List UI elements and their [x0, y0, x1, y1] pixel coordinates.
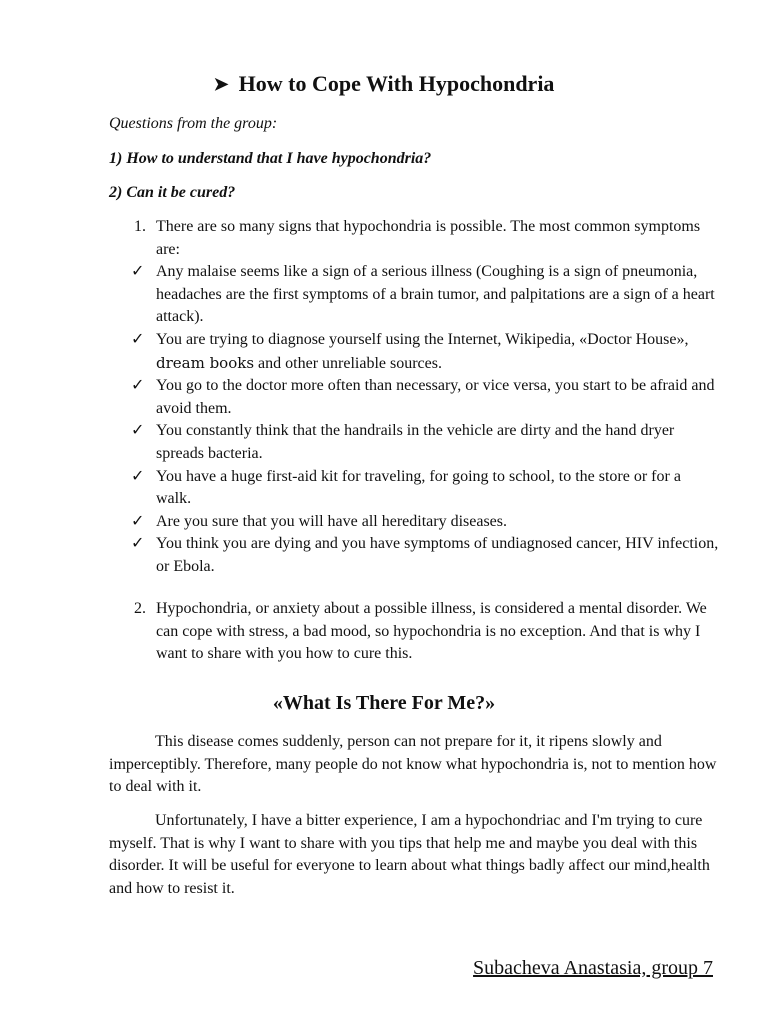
list-item-text: Hypochondria, or anxiety about a possible illness, is considered a mental disorder. We can cope with stress, a bad mood, so hypochondria is no exception. And that is why I want to share with you how to cure this. [156, 600, 707, 663]
list-number: 2. [134, 600, 146, 617]
emphasis-text: dream books [156, 353, 255, 372]
page-title [0, 70, 768, 99]
check-item-text: and other unreliable sources. [254, 354, 442, 372]
paragraph: Unfortunately, I have a bitter experience, I am a hypochondriac and I'm trying to cure myself. That is why I want to share with you tips that help me and maybe you deal with this disorder. It will be useful for everyone to learn about what things badly affect our mind,health and how to resist it. [109, 812, 710, 897]
check-item [109, 261, 719, 329]
check-item-text: You think you are dying and you have symptoms of undiagnosed cancer, HIV infection, or Ebola. [156, 535, 719, 575]
check-item [109, 466, 719, 511]
list-item [109, 598, 719, 666]
check-item-text: You go to the doctor more often than necessary, or vice versa, you start to be afraid and avoid them. [156, 377, 715, 417]
section-heading: «What Is There For Me?» [272, 692, 496, 714]
check-item-text: You constantly think that the handrails in the vehicle are dirty and the hand dryer spreads bacteria. [156, 422, 675, 462]
check-item-text: You are trying to diagnose yourself using the Internet, Wikipedia, «Doctor House», [156, 330, 689, 348]
paragraph: This disease comes suddenly, person can not prepare for it, it ripens slowly and imperceptibly. Therefore, many people do not know what hypochondria is, not to mention how to deal with it. [109, 733, 717, 796]
checkmark-icon: ✓ [131, 512, 145, 530]
numbered-list-2 [109, 598, 719, 666]
check-item [109, 329, 719, 375]
list-item [109, 216, 719, 261]
checkmark-icon: ✓ [131, 535, 145, 553]
list-item-text: There are so many signs that hypochondria is possible. The most common symptoms are: [156, 218, 701, 258]
question-2: 2) Can it be cured? [109, 184, 236, 201]
arrowhead-icon: ➤ [213, 74, 229, 94]
check-item [109, 420, 719, 465]
checkmark-icon: ✓ [131, 330, 145, 348]
checkmark-icon: ✓ [131, 467, 145, 485]
questions-intro: Questions from the group: [109, 115, 278, 132]
question-1: 1) How to understand that I have hypochondria? [109, 150, 432, 167]
check-item [109, 533, 719, 578]
check-item-text: Are you sure that you will have all hereditary diseases. [156, 512, 507, 530]
check-item-text: Any malaise seems like a sign of a serious illness (Coughing is a sign of pneumonia, headaches are the first symptoms of a brain tumor, and palpitations are a sign of a heart attack). [156, 263, 715, 326]
check-item [109, 511, 719, 534]
check-item-text: You have a huge first-aid kit for traveling, for going to school, to the store or for a walk. [156, 467, 681, 508]
checkmark-icon: ✓ [131, 422, 145, 440]
checkmark-icon: ✓ [131, 263, 145, 281]
checkmark-icon: ✓ [131, 377, 145, 395]
numbered-list-1 [109, 216, 719, 579]
check-item [109, 375, 719, 420]
author-signature: Subacheva Anastasia, group 7 [473, 957, 713, 979]
page-title-text: How to Cope With Hypochondria [238, 71, 555, 96]
list-number: 1. [134, 218, 146, 235]
